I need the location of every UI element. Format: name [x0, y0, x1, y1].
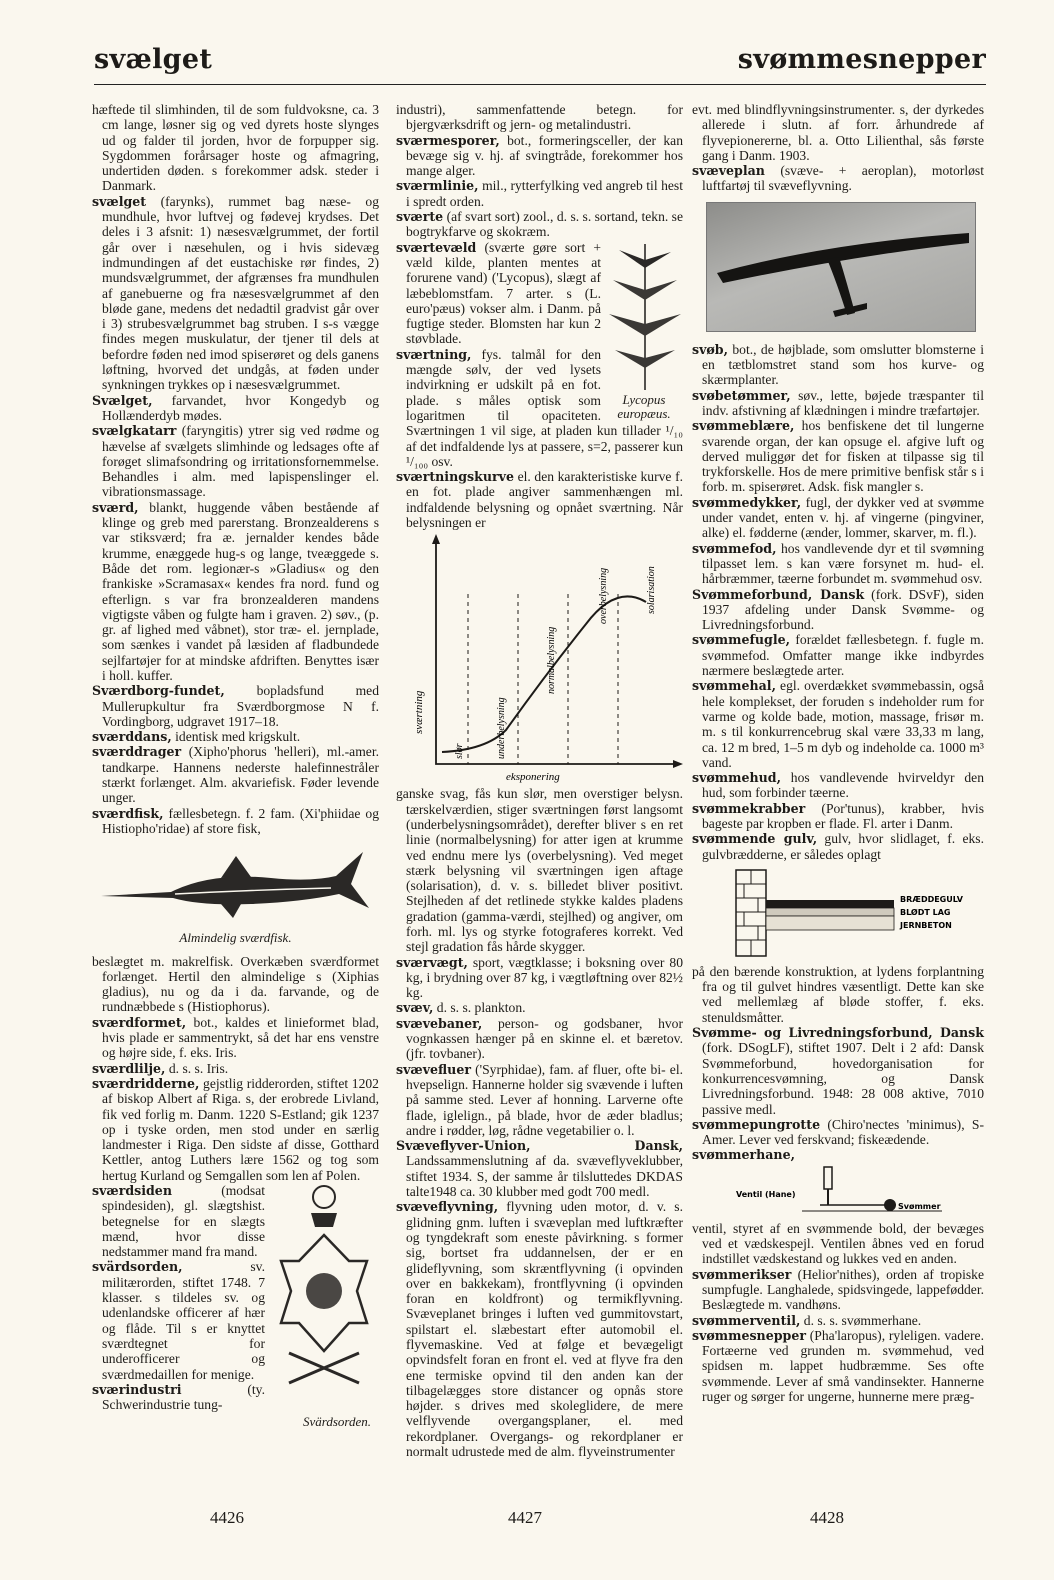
running-header [94, 40, 986, 85]
swordfish-fin [221, 856, 251, 878]
page-number-middle: 4427 [508, 1508, 542, 1527]
glider-fuselage [827, 257, 855, 315]
entry-svoemmehal: svømmehal, egl. overdækket svømmebassin, også hele komplekset, der foruden s indeholder rum for varme og kolde bade, motion, massage, frisør m. m. s til konkurrencebrug skal være 33,33 m lang, ca. 12 m bred, 1–5 m dyb og indeholde ca. 1000 m³ vand. [692, 678, 984, 770]
entry-svaervaegt: sværvægt, sport, vægtklasse; i boksning over 80 kg, i brydning over 87 kg, i vægtløftning over 82½ kg. [396, 954, 683, 1001]
soft-layer [766, 908, 894, 916]
plant-caption-genus: Lycopus [622, 391, 666, 407]
entry-svaerdlilje: sværdlilje, d. s. s. Iris. [92, 1060, 229, 1076]
header-left-word: svælget [94, 44, 213, 75]
plant-block [396, 240, 683, 469]
entry-svaermesporer: sværmesporer, bot., formeringsceller, der kan bevæge sig v. hj. af svingtråde, forekommer hos mange alger. [396, 132, 683, 179]
entry-continuation: hæftede til slimhinden, til de som fuldvoksne, ca. 3 cm lange, løsner sig og ved dyrets hoste slynges ud og falder til jorden, hvor de forpupper sig. Sygdommen forårsager hoste og afmagring, undertiden døden. s forekommer adsk. steder i Danmark. [92, 102, 379, 194]
entry-svaertningskurve-cont: ganske svag, fås kun slør, men overstiger belysn. tærskelværdien, stiger sværtningen først langsomt (underbelysningsområdet), derefter bliver s en ret linie (normalbelysning) for atter igen at krumme ved endnu mere lys (overbelysning). Ved meget stærk belysning vil sværtningen igen aftage (solarisation), d. v. s. billedet bliver positivt. Stejlheden af det retlinede stykke kaldes pladens gradation (gamma-værdi, stejlhed) og angiver, om forh. ml. lys og styrke fotograferes korrekt. Ved stejl gradation fås hårde skygger. [396, 786, 683, 955]
entry-svaerindustri: sværindustri (ty. Schwerindustrie tung- [92, 1381, 265, 1413]
entry-svaev: svæv, d. s. s. plankton. [396, 1000, 526, 1016]
entry-svaertevaeld: sværtevæld (sværte gøre sort + væld kilde, planten mentes at forurene vand) ('Lycopus), slægt af læbeblomstfam. 7 arter. s (L. euro'pæus) vokser alm. i Danm. på fugtige steder. Blomsten har kun 2 støvblade. [396, 239, 601, 347]
entry-svoemmefugle: svømmefugle, forældet fællesbetegn. f. fugle m. svømmefod. Omfatter mange ikke indbyrdes nærmere beslægtede arter. [692, 632, 984, 679]
entry-svoemmerhane-head: svømmerhane, [692, 1147, 795, 1163]
lycopus-illustration [605, 240, 683, 390]
label-normalbelysning: normalbelysning [546, 627, 557, 695]
entry-svaerdridderne: sværdridderne, gejstlig ridderorden, stiftet 1202 af biskop Albert af Riga. s, der erobrede Livland, fik ved forlig m. Danm. 1220 S-Estland; gik 1237 op i tyske orden, men stod under en særlig landmester i Riga. Den sidste af disse, Gotthard Kettler, antog Luthers lære 1562 og tog som hertug Kurland og Semgallen som len af Polen. [92, 1075, 379, 1183]
crossed-swords [289, 1353, 359, 1383]
float-label: Svømmer [898, 1201, 941, 1211]
swordfish-illustration [101, 842, 371, 926]
entry-svaerdfisk-cont: beslægtet m. makrelfisk. Overkæben sværdformet forlænget. Hertil den almindelige s (Xiphias gladius), nu og da i da. farvande, og de rundnæbbede s (Histiophorus). [92, 953, 379, 1015]
entry-svaeveflyvning: svæveflyvning, flyvning uden motor, d. v. s. glidning gnm. luften i svæveplan med luftkræfter og tyngdekraft som eneste påvirkning. s former sig, bortset fra uddannelsen, der er en glideflyvning, som skræntflyvning (i opvinden over en bakkekam), frontflyvning (i opvinden foran en koldfront) og termikflyvning. Svæveplanet bringes i luften ved gummitovstart, spilstart el. slæbestart efter automobil el. flyvemaskine. Ved at følge et bevægeligt opvindsfelt foran en front el. ved at flyve fra den ene termiske opvind til den anden kan der tilbagelægges store distancer og opnås store højder. s drives med skoleglidere, de mere velflyvende overgangsplaner, el. med rekordplaner. Overgangs- og rekordplaner er normalt udrustede med de alm. flyveinstrumenter [396, 1199, 683, 1460]
entry-industri-cont: industri), sammenfattende betegn. for bjergværksdrift og jern- og metalindustri. [396, 102, 683, 133]
label-solarisation: solarisation [646, 566, 657, 615]
glider-illustration [707, 203, 975, 331]
entry-svoemmende-gulv: svømmende gulv, gulv, hvor slidlaget, f. eks. gulvbrædderne, er således oplagt [692, 831, 984, 862]
floor-label-soft: BLØDT LAG [900, 907, 951, 917]
label-overbelysning: overbelysning [598, 568, 609, 625]
entry-svaeveplan: svæveplan (svæve- + aeroplan), motorløst luftfartøj til svæveflyvning. [692, 163, 985, 194]
entry-svoemmerikser: svømmerikser (Helior'nithes), orden af tropiske sumpfugle. Langhalede, spidsvingede, lappefødder. Beslægtede m. vandhøns. [692, 1266, 984, 1313]
entry-svoemmerhane: ventil, styret af en svømmende bold, der bevæges ved et vædskespejl. Ventilen åbnes ved en forud indstillet vædskestand og lukkes ved en anden. [692, 1220, 984, 1267]
valve-pipe [824, 1167, 832, 1189]
entry-svaerd: sværd, blankt, huggende våben bestående af klinge og greb med parerstang. Bronzealderens s var stiksværd; fra æ. jernalder kendes både krumme, enæggede hug-s og lange, tveæggede s. Både det rom. legionær-s »Gladius« og den frankiske »Scramasax« kendes fra nord. fund og efterlign. s var fra bronzealderen mandens vigtigste våben og fulgte ham i graven. 2) søv., (p. gr. af lighed med våbnet), stor træ- el. jernplade, som sænkes i vandet på læsiden af fladbundede sejlfartøjer for at mindske afdriften. Benyttes især i holl. kuffer. [92, 499, 379, 683]
entry-svoemmefod: svømmefod, hos vandlevende dyr et til svømning tilpasset lem. s kan være forsynet m. hud- el. hårbræmmer, tæerne forbundet m. svømmehud osv. [692, 540, 984, 587]
order-caption: Svärdsorden. [302, 1414, 371, 1430]
page-number-right: 4428 [810, 1508, 844, 1527]
float-valve-diagram [692, 1165, 984, 1219]
page-number-left: 4426 [210, 1508, 244, 1527]
floor-label-concrete: JERNBETON [900, 920, 952, 930]
valve-label: Ventil (Hane) [736, 1189, 796, 1199]
header-right-word: svømmesnepper [737, 44, 986, 75]
entry-svaerdformet: sværdformet, bot., kaldes et linieformet blad, hvis plade er sammentrykt, så det har ens venstre og højre side, f. eks. Iris. [92, 1014, 380, 1061]
entry-svaerdsiden: sværdsiden (modsat spindesiden), gl. slægtshist. betegnelse for en slægts mænd, hvor disse nedstammer mand fra mand. [92, 1183, 265, 1260]
entry-svaermlinie: sværmlinie, mil., rytterfylking ved angreb til hest i spredt orden. [396, 178, 683, 209]
x-axis-arrow [673, 760, 683, 768]
concrete-slab [766, 916, 894, 930]
entry-svoemmeforbund: Svømmeforbund, Dansk (fork. DSvF), siden 1937 afdeling under Dansk Svømme- og Livredningsforbund. [692, 586, 984, 633]
entry-svaeveflyver-union: Svæveflyver-Union, Dansk, Landssammenslutning af da. svæveflyveklubber, stiftet 1934. S, der samme år tilsluttedes DKDAS talte1948 ca. 30 klubber med godt 700 medl. [396, 1138, 683, 1200]
entry-svoemmesnepper: svømmesnepper (Pha'laropus), ryleligen. vadere. Fortæerne ved grunden m. svømmehud, ved spidsen m. lappet hudbræmme. Ses ofte svømmende. Lever af små vandinsekter. Hannerne ruger og sørger for ungerne, hunnerne mere præg- [692, 1327, 984, 1404]
column-2 [396, 102, 683, 1459]
plant-caption [605, 393, 683, 421]
label-underbelysning: underbelysning [496, 697, 507, 760]
entry-svaelget-farvand: Svælget, farvandet, hvor Kongedyb og Hollænderdyb mødes. [92, 392, 379, 423]
entry-svoemme-livredning: Svømme- og Livredningsforbund, Dansk (fork. DSogLF), stiftet 1907. Delt i 2 afd: Dansk Svømmeforbund, hovedorganisation for konkurrencesvømning, og Dansk Livredningsforbund. 1948: 28 008 aktive, 7010 passive medl. [692, 1025, 984, 1117]
column-3 [692, 102, 984, 1404]
floating-floor-diagram [692, 866, 984, 960]
characteristic-curve-graph [396, 534, 683, 784]
entry-svaerdborg: Sværdborg-fundet, bopladsfund med Mullerupkultur fra Sværdborgmose N f. Vordingborg, udgravet 1917–18. [92, 683, 379, 729]
entry-svoemmerventil: svømmerventil, d. s. s. svømmerhane. [692, 1312, 922, 1328]
wall-bricks [736, 870, 766, 956]
swordfish-lower-fin [221, 904, 241, 918]
crown-icon [313, 1186, 335, 1208]
column-1 [92, 102, 379, 1438]
plant-caption-species: europæus. [617, 405, 671, 421]
plant-figure [605, 240, 683, 421]
entry-svoemmekrabber: svømmekrabber (Por'tunus), krabber, hvis bageste par kropben er flade. Fl. arter i Danm. [692, 800, 984, 831]
entry-svardsorden: svärdsorden, sv. militærorden, stiftet 1748. 7 klasser. s tildeles sv. og udenlandske officerer af hær og flåde. Til s er knyttet sværdtegnet for underofficerer og sværdmedaillen for menige. [92, 1259, 265, 1382]
y-axis-label: sværtning [413, 690, 425, 735]
entry-svoemmepungrotte: svømmepungrotte (Chiro'nectes 'minimus), S-Amer. Lever ved ferskvand; fiskeædende. [692, 1116, 984, 1148]
y-axis-arrow [432, 534, 440, 544]
x-axis-label: eksponering [506, 771, 560, 784]
entry-svaelgkatarr: svælgkatarr (faryngitis) ytrer sig ved rødme og hævelse af svælgets slimhinde og ledsages ofte af forøget slimafsondring og irritationsfornemmelse. Behandles i alm. med lapispenslinger el. vibrationsmassage. [92, 423, 379, 500]
entry-svaeveflyvning-cont: evt. med blindflyvningsinstrumenter. s, der dyrkedes allerede i slutn. af forr. århundrede af flyvepionererne, bl. a. Otto Lilienthal, sås første gang i Danm. 1903. [692, 102, 984, 163]
fish-caption: Almindelig sværdfisk. [179, 930, 292, 946]
entry-svoemmehud: svømmehud, hos vandlevende hvirveldyr den hud, som forbinder tæerne. [692, 770, 984, 801]
entry-svoebetoemmer: svøbetømmer, søv., lette, bøjede træspanter til indv. afstivning af klædningen i mindre træfartøjer. [692, 387, 984, 418]
svardsorden-illustration [269, 1183, 379, 1393]
entry-svaevebaner: svævebaner, person- og godsbaner, hvor vognkassen hænger på en skinne el. et bæretov. (jfr. tovbaner). [396, 1015, 683, 1062]
entry-svoemmende-gulv-cont: på den bærende konstruktion, at lydens forplantning fra og til gulvet hindres væsentligt. Dette kan ske ved mellemlæg af bløde stoffer, f. eks. stenuldsmåtter. [692, 963, 984, 1025]
entry-svaertningskurve: sværtningskurve el. den karakteristiske kurve f. en fot. plade angiver sammenhængen ml. indfaldende belysning og opnået sværtning. Når belysningen er [396, 469, 683, 531]
entry-svaertning: sværtning, fys. talmål for den mængde sølv, der ved lysets indvirkning er udskilt på en fot. plade. s måles optisk som logaritmen til opaciteten. Sværtningen 1 vil sige, at pladen kun tillader ¹/₁₀ af det indfaldende lys at passere, s=2, passerer kun ¹/₁₀₀ osv. [396, 346, 683, 469]
characteristic-curve [442, 597, 646, 753]
floor-boards [766, 900, 894, 908]
float-ball [884, 1199, 896, 1211]
entry-svaerdfisk: sværdfisk, fællesbetegn. f. 2 fam. (Xi'phiidae og Histiopho'ridae) af store fisk, [92, 805, 379, 836]
crown-base [311, 1213, 337, 1227]
entry-svaelget: svælget (farynks), rummet bag næse- og mundhule, hvor luftvej og fødevej krydses. Det deles i 3 afsnit: 1) næsesvælgrummet, der fortil går over i næsehulen, og i hvis sidevæg indmundingen af det eustachiske rør findes, 2) mundsvælgrummet, der afgrænses fra mundhulen af ganebuerne og fra næsesvælgrummet af den bløde gane, medens det nedadtil gradvist går over i 3) strubesvælgrummet bag struben. I s-s vægge findes megen muskulatur, der tjener til dels at befordre føden ned imod spiserøret og dels ganens løftning, hvorved det undgås, at føden under synkningen trykkes op i næsesvælgrummet. [92, 193, 380, 393]
entry-svoemmeblaere: svømmeblære, hos benfiskene det til lungerne svarende organ, der kan opsuge el. afgive luft og derved muliggør det for fisken at tilpasse sig til trykforskelle. Hos de mere primitive benfisk står s i forb. m. spiserøret. Adsk. fisk mangler s. [692, 418, 984, 495]
entry-svoemmedykker: svømmedykker, fugl, der dykker ved at svømme under vandet, enten v. hj. af vingerne (pingviner, alke) el. fødderne (ænder, lommer, skarver, m. fl.). [692, 494, 984, 541]
label-slor: slør [454, 743, 465, 760]
order-block [92, 1183, 379, 1430]
entry-svoeb: svøb, bot., de højblade, som omslutter blomsterne i en tætblomstret stand som hos kurve- og skærmplanter. [692, 341, 984, 388]
entry-svaerddrager: sværddrager (Xipho'phorus 'helleri), ml.-amer. tandkarpe. Hannens nederste halefinnestråler stærkt forlænget. Alm. akvariefisk. Føder levende unger. [92, 744, 380, 806]
entry-svaevefluer: svævefluer ('Syrphidae), fam. af fluer, ofte bi- el. hvepselign. Hannerne holder sig svævende i luften på samme sted. Lever af honning. Larverne ofte flade, iglelign., på blade, hvor de æder bladlus; andre i rødder, løg, rådne vegetabilier o. l. [396, 1061, 683, 1138]
entry-svaerddans: sværddans, identisk med krigskult. [92, 729, 301, 745]
medal-center [306, 1273, 342, 1309]
floor-label-boards: BRÆDDEGULV [900, 894, 963, 904]
glider-photo [706, 202, 976, 332]
entry-svaerte: sværte (af svart sort) zool., d. s. s. sortand, tekn. se bogtrykfarve og skokræm. [396, 209, 683, 240]
